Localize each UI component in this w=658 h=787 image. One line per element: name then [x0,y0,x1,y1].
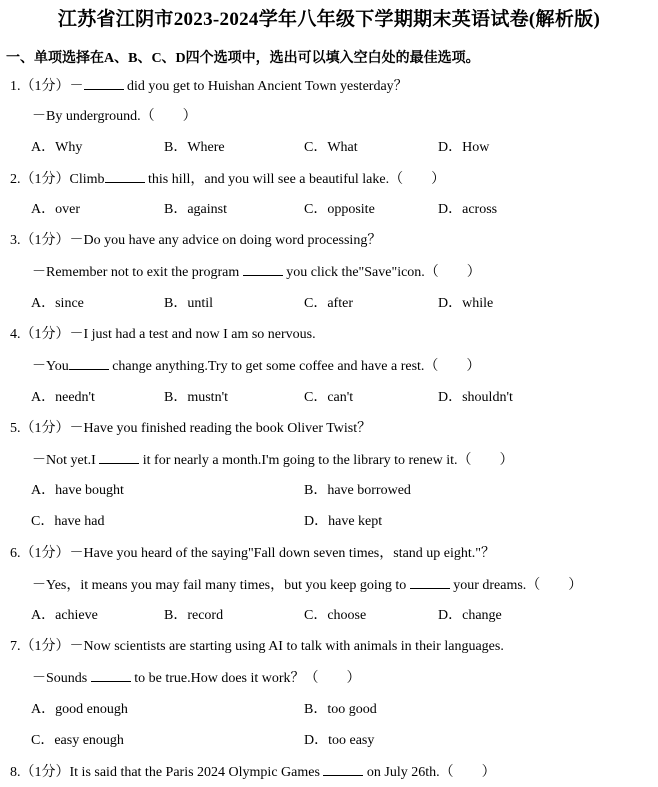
stem-text: 8.（1分）It is said that the Paris 2024 Olympic Games [10,765,320,780]
q6-option-d: D．change [438,608,502,623]
q1-option-d: D．How [438,140,490,155]
q3-option-c: C．after [304,296,353,311]
answer-blank [91,669,131,682]
response-text: －Yes，it means you may fail many times，but you keep going to [32,578,407,593]
question-5-stem: 5.（1分）－Have you finished reading the book Oliver Twist？ [10,421,372,436]
answer-blank [84,77,124,90]
q1-option-a: A．Why [31,140,83,155]
q1-option-b: B．Where [164,140,225,155]
stem-text: 1.（1分）－ [10,79,84,94]
answer-blank [99,451,139,464]
response-text: you click the"Save"icon.（ ） [286,265,481,280]
response-text: －Sounds [32,671,88,686]
question-2-stem [10,170,445,189]
question-6-response [32,576,582,595]
q4-option-d: D．shouldn't [438,390,513,405]
q5-option-c: C．have had [31,514,105,529]
response-text: to be true.How does it work？（ ） [134,671,361,686]
q2-option-d: D．across [438,202,498,217]
question-7-stem: 7.（1分）－Now scientists are starting using AI to talk with animals in their languages. [10,639,504,654]
response-text: －Remember not to exit the program [32,265,240,280]
q5-option-d: D．have kept [304,514,383,529]
answer-blank [243,263,283,276]
question-1-response: －By underground.（ ） [32,109,197,124]
q4-option-c: C．can't [304,390,354,405]
response-text: it for nearly a month.I'm going to the library to renew it.（ ） [142,453,514,468]
page-title: 江苏省江阴市2023-2024学年八年级下学期期末英语试卷(解析版) [57,9,601,30]
q3-option-a: A．since [31,296,84,311]
stem-text: 2.（1分）Climb [10,172,105,187]
q2-option-c: C．opposite [304,202,375,217]
answer-blank [105,170,145,183]
q4-option-b: B．mustn't [164,390,228,405]
response-text: －You [32,359,69,374]
response-text: －Not yet.I [32,453,96,468]
q5-option-a: A．have bought [31,483,124,498]
stem-text: did you get to Huishan Ancient Town yesterday？ [127,79,408,94]
q6-option-c: C．choose [304,608,367,623]
section-heading: 一、单项选择在A、B、C、D四个选项中，选出可以填入空白处的最佳选项。 [6,51,480,66]
question-7-response [32,669,361,688]
question-1-stem [10,77,408,96]
question-4-response [32,357,480,376]
question-8-stem [10,763,496,782]
response-text: your dreams.（ ） [453,578,583,593]
question-6-stem: 6.（1分）－Have you heard of the saying"Fall down seven times，stand up eight."？ [10,546,496,561]
question-3-response [32,263,481,282]
q6-option-b: B．record [164,608,224,623]
q2-option-b: B．against [164,202,227,217]
question-5-response [32,451,514,470]
q2-option-a: A．over [31,202,80,217]
question-3-stem: 3.（1分）－Do you have any advice on doing word processing？ [10,233,382,248]
q7-option-b: B．too good [304,702,377,717]
q7-option-c: C．easy enough [31,733,124,748]
q5-option-b: B．have borrowed [304,483,411,498]
response-text: change anything.Try to get some coffee and have a rest.（ ） [112,359,481,374]
stem-text: on July 26th.（ ） [366,765,496,780]
q7-option-a: A．good enough [31,702,128,717]
q4-option-a: A．needn't [31,390,95,405]
q3-option-b: B．until [164,296,214,311]
q3-option-d: D．while [438,296,494,311]
q7-option-d: D．too easy [304,733,375,748]
stem-text: this hill，and you will see a beautiful lake.（ ） [148,172,446,187]
answer-blank [69,357,109,370]
answer-blank [410,576,450,589]
question-4-stem: 4.（1分）－I just had a test and now I am so nervous. [10,327,316,342]
q6-option-a: A．achieve [31,608,98,623]
answer-blank [323,763,363,776]
q1-option-c: C．What [304,140,358,155]
